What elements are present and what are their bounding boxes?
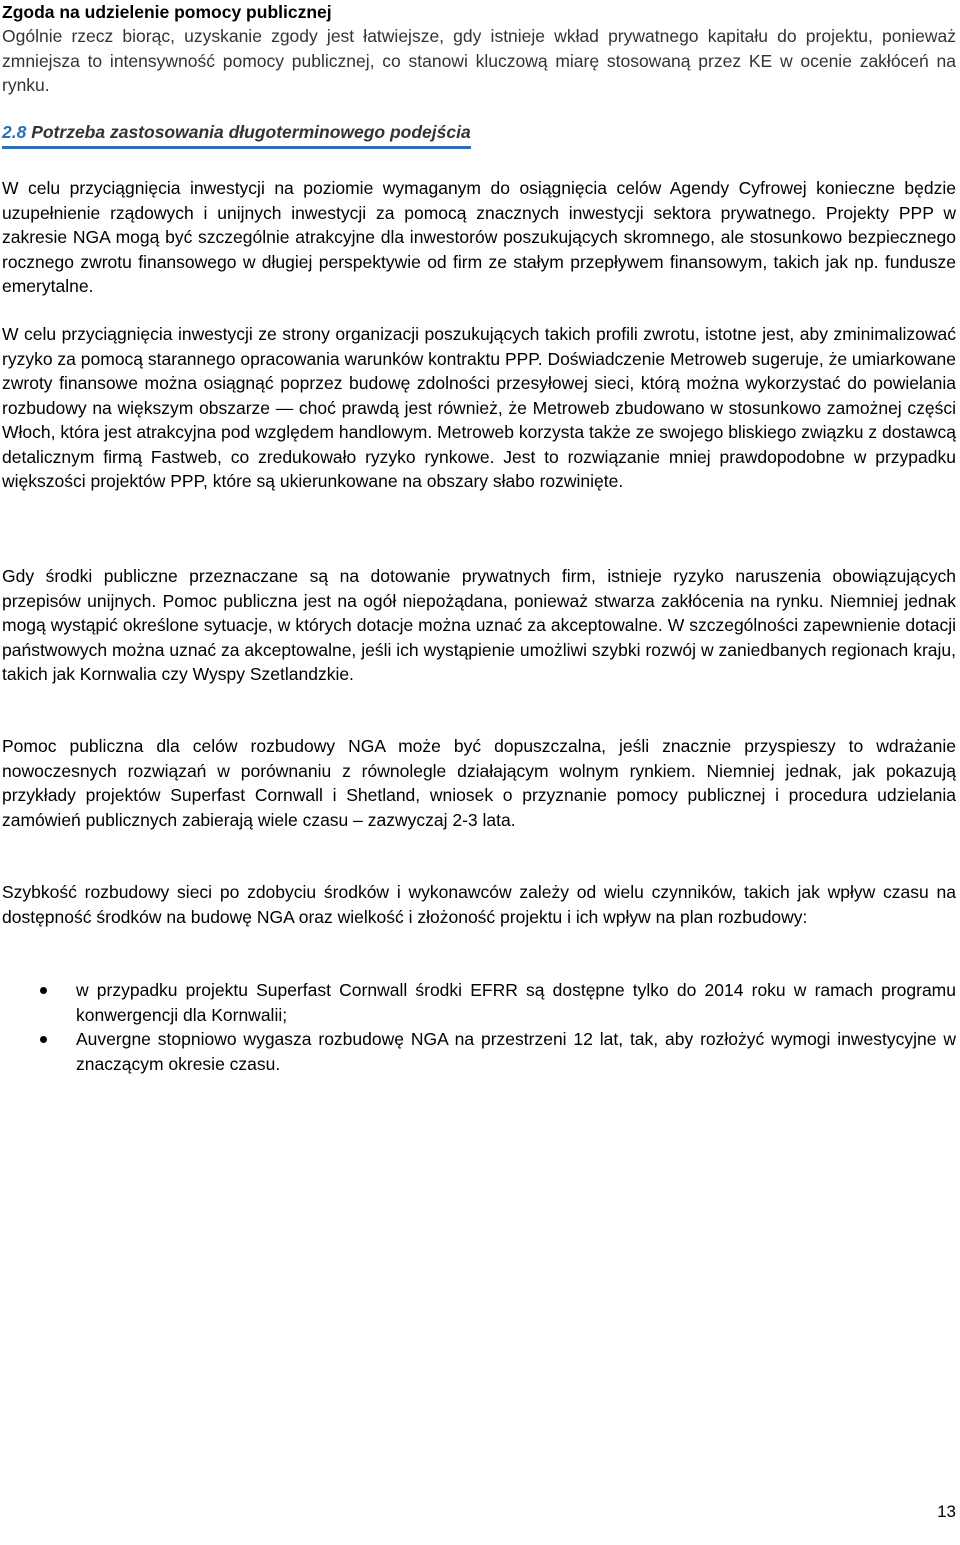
paragraph-4-block <box>2 734 956 832</box>
intro-paragraph: Ogólnie rzecz biorąc, uzyskanie zgody jest łatwiejsze, gdy istnieje wkład prywatnego kapitału do projektu, ponieważ zmniejsza to intensywność pomocy publicznej, co stanowi kluczową miarę stosowaną przez KE w ocenie zakłóceń na rynku. <box>2 26 956 95</box>
page-number: 13 <box>937 1502 956 1521</box>
paragraph-3: Gdy środki publiczne przeznaczane są na dotowanie prywatnych firm, istnieje ryzyko naruszenia obowiązujących przepisów unijnych. Pomoc publiczna jest na ogół niepożądana, ponieważ stwarza zakłócenia na rynku. Niemniej jednak mogą wystąpić określone sytuacje, w których dotacje można uznać za akceptowalne. W szczególności zapewnienie dotacji państwowych można uznać za akceptowalne, jeśli ich wystąpienie umożliwi szybki rozwój w zaniedbanych regionach kraju, takich jak Kornwalia czy Wyspy Szetlandzkie. <box>2 566 956 684</box>
list-item <box>2 1027 956 1076</box>
section-title: Potrzeba zastosowania długoterminowego podejścia <box>26 122 471 142</box>
paragraph-5: Szybkość rozbudowy sieci po zdobyciu środków i wykonawców zależy od wielu czynników, takich jak wpływ czasu na dostępność środków na budowę NGA oraz wielkość i złożoność projektu i ich wpływ na plan rozbudowy: <box>2 882 956 927</box>
bullet-icon <box>40 987 47 994</box>
paragraph-3-block <box>2 564 956 687</box>
paragraph-1: W celu przyciągnięcia inwestycji na poziomie wymaganym do osiągnięcia celów Agendy Cyfrowej konieczne będzie uzupełnienie rządowych i unijnych inwestycji za pomocą znacznych inwestycji sektora prywatnego. Projekty PPP w zakresie NGA mogą być szczególnie atrakcyjne dla inwestorów poszukujących skromnego, ale stosunkowo bezpiecznego rocznego zwrotu finansowego w długiej perspektywie od firm ze stałym przepływem finansowym, takich jak np. fundusze emerytalne. <box>2 178 956 296</box>
list-item <box>2 978 956 1027</box>
bullet-text: Auvergne stopniowo wygasza rozbudowę NGA na przestrzeni 12 lat, tak, aby rozłożyć wymogi inwestycyjne w znaczącym okresie czasu. <box>76 1029 956 1074</box>
bullet-text: w przypadku projektu Superfast Cornwall środki EFRR są dostępne tylko do 2014 roku w ramach programu konwergencji dla Kornwalii; <box>76 980 956 1025</box>
intro-title: Zgoda na udzielenie pomocy publicznej <box>2 2 332 22</box>
bullet-list <box>2 978 956 1076</box>
paragraph-5-block <box>2 880 956 929</box>
bullet-icon <box>40 1036 47 1043</box>
section-number: 2.8 <box>2 122 27 142</box>
paragraph-2-block <box>2 322 956 494</box>
section-heading <box>2 120 471 149</box>
document-page <box>2 0 956 98</box>
paragraph-4: Pomoc publiczna dla celów rozbudowy NGA może być dopuszczalna, jeśli znacznie przyspieszy to wdrażanie nowoczesnych rozwiązań w porównaniu z równolegle działającym wolnym rynkiem. Niemniej jednak, jak pokazują przykłady projektów Superfast Cornwall i Shetland, wniosek o przyznanie pomocy publicznej i procedura udzielania zamówień publicznych zabierają wiele czasu – zazwyczaj 2-3 lata. <box>2 736 956 830</box>
paragraph-2: W celu przyciągnięcia inwestycji ze strony organizacji poszukujących takich profili zwrotu, istotne jest, aby zminimalizować ryzyko za pomocą starannego opracowania warunków kontraktu PPP. Doświadczenie Metroweb sugeruje, że umiarkowane zwroty finansowe można osiągnąć poprzez budowę zdolności przesyłowej sieci, którą można wykorzystać do powielania rozbudowy na większym obszarze — choć prawdą jest również, że Metroweb zbudowano w stosunkowo zamożnej części Włoch, która jest atrakcyjna pod względem handlowym. Metroweb korzysta także ze swojego bliskiego związku z dostawcą detalicznym firmą Fastweb, co zredukowało ryzyko rynkowe. Jest to rozwiązanie mniej prawdopodobne w przypadku większości projektów PPP, które są ukierunkowane na obszary słabo rozwinięte. <box>2 324 956 491</box>
paragraph-1-block <box>2 176 956 299</box>
